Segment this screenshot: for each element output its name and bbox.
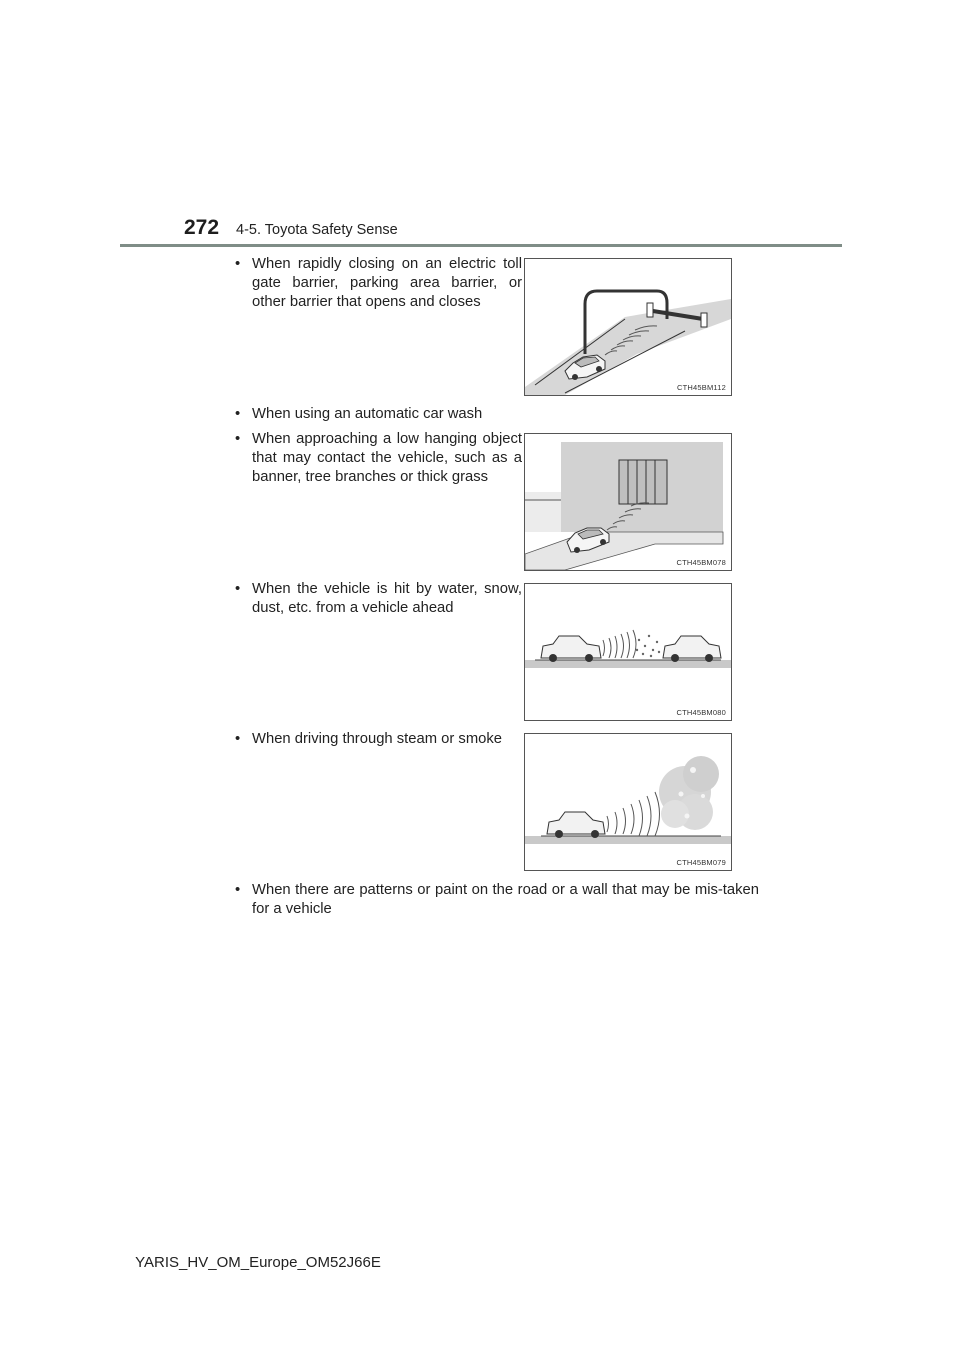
figure-low-hanging: [524, 433, 732, 571]
figure-code: CTH45BM112: [677, 383, 726, 392]
bullet-car-wash: [235, 405, 652, 424]
figure-water-snow: [524, 583, 732, 721]
footer-text: YARIS_HV_OM_Europe_OM52J66E: [135, 1254, 381, 1271]
figure-steam-smoke: [524, 733, 732, 871]
bullet-text: When using an automatic car wash: [252, 406, 483, 422]
bullet-text: When approaching a low hanging object that may contact the vehicle, such as a banner, tree branches or thick grass: [252, 431, 522, 485]
bullet-dot: •: [235, 431, 241, 447]
bullet-dot: •: [235, 731, 241, 747]
bullet-dot: •: [235, 882, 241, 898]
figure-code: CTH45BM078: [676, 558, 726, 567]
bullet-text: When there are patterns or paint on the road or a wall that may be mis-taken for a vehicle: [252, 882, 759, 917]
bullet-text: When driving through steam or smoke: [252, 731, 503, 747]
figure-toll-gate: [524, 258, 732, 396]
bullet-dot: •: [235, 581, 241, 597]
bullet-toll-gate: [235, 255, 522, 312]
bullet-text: When rapidly closing on an electric toll gate barrier, parking area barrier, or other barrier that opens and closes: [252, 256, 522, 310]
figure-code: CTH45BM079: [676, 858, 726, 867]
section-title: 4-5. Toyota Safety Sense: [236, 222, 398, 238]
bullet-dot: •: [235, 406, 241, 422]
bullet-road-patterns: [235, 881, 759, 919]
bullet-dot: •: [235, 256, 241, 272]
bullet-low-hanging: [235, 430, 522, 487]
figure-code: CTH45BM080: [676, 708, 726, 717]
header-rule: [120, 244, 842, 247]
bullet-water-snow: [235, 580, 522, 618]
page-number: 272: [184, 216, 220, 239]
bullet-text: When the vehicle is hit by water, snow, dust, etc. from a vehicle ahead: [252, 581, 522, 616]
bullet-steam-smoke: [235, 730, 522, 749]
footer-doc-id: [0, 1254, 960, 1271]
